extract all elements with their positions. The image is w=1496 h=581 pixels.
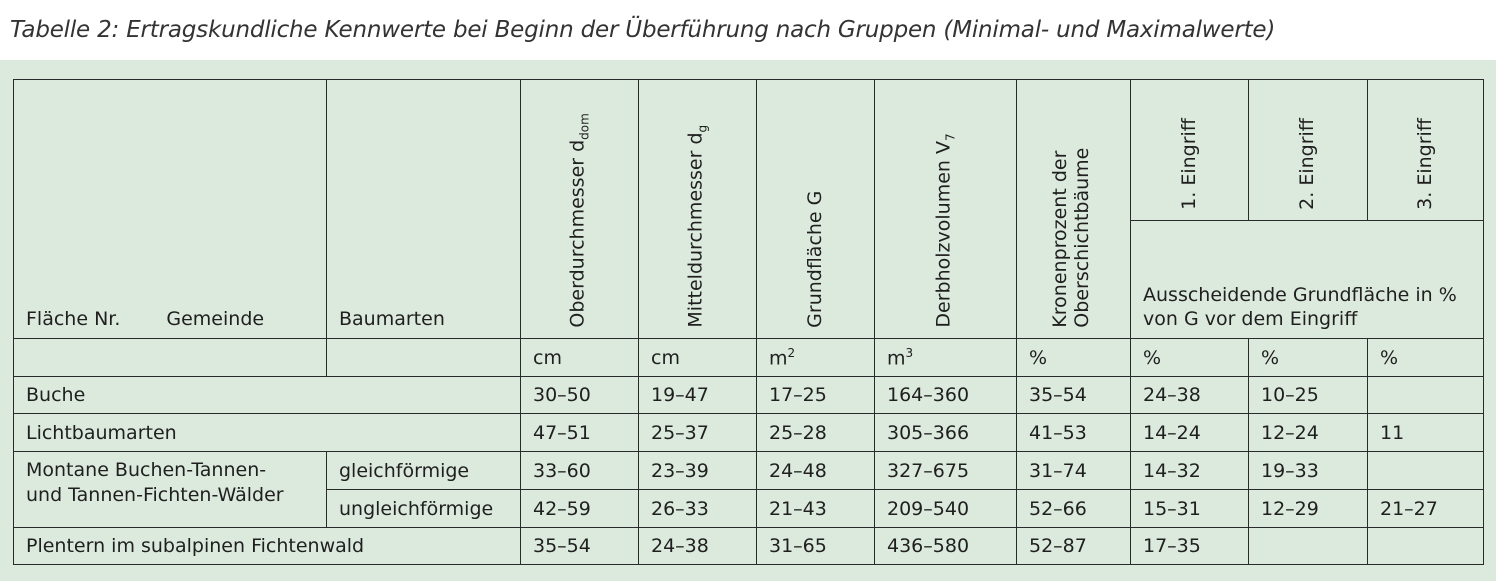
unit-mitteldurchmesser: cm (639, 339, 757, 377)
cell: 14–24 (1131, 414, 1249, 452)
cell: 17–25 (757, 377, 875, 414)
oberdurchmesser-label: Oberdurchmesser d (566, 140, 589, 328)
cell: 52–87 (1017, 528, 1131, 565)
derbholz-subscript: 7 (943, 133, 957, 142)
montane-line-2: und Tannen-Fichten-Wälder (26, 483, 284, 506)
unit-grundflaeche (757, 339, 875, 377)
cell: 25–28 (757, 414, 875, 452)
cell: 209–540 (875, 490, 1017, 528)
unit-m3-exponent: 3 (905, 345, 914, 360)
cell: 327–675 (875, 452, 1017, 490)
row-plentern (14, 528, 1484, 565)
derbholz-label: Derbholzvolumen V (932, 141, 955, 328)
cell: 14–32 (1131, 452, 1249, 490)
cell: 24–48 (757, 452, 875, 490)
unit-m: m (769, 347, 788, 370)
header-baumarten: Baumarten (327, 80, 521, 339)
row-label: Lichtbaumarten (14, 414, 521, 452)
kronen-line-2: Oberschichtbäume (1070, 147, 1093, 328)
unit-oberdurchmesser: cm (521, 339, 639, 377)
row-lichtbaumarten (14, 414, 1484, 452)
cell (1249, 528, 1368, 565)
cell: 19–33 (1249, 452, 1368, 490)
cell: 10–25 (1249, 377, 1368, 414)
mitteldurchmesser-subscript: g (695, 125, 709, 133)
row-label: Buche (14, 377, 521, 414)
cell: 33–60 (521, 452, 639, 490)
cell: 12–24 (1249, 414, 1368, 452)
eingriff-2-label: 2. Eingriff (1296, 118, 1319, 210)
montane-line-1: Montane Buchen-Tannen- (26, 459, 267, 481)
header-kronenprozent (1017, 80, 1131, 339)
unit-eingriff-1: % (1131, 339, 1249, 377)
cell: 21–43 (757, 490, 875, 528)
unit-eingriff-3: % (1368, 339, 1484, 377)
oberdurchmesser-subscript: dom (577, 113, 591, 141)
header-eingriff-2 (1249, 80, 1368, 221)
unit-m3: m (887, 347, 906, 370)
unit-m-exponent: 2 (787, 345, 796, 360)
header-flaeche: Fläche Nr. (26, 308, 121, 330)
cell: 17–35 (1131, 528, 1249, 565)
cell (1368, 452, 1484, 490)
cell: 24–38 (639, 528, 757, 565)
unit-derbholz (875, 339, 1017, 377)
unit-kronen: % (1017, 339, 1131, 377)
cell: 15–31 (1131, 490, 1249, 528)
cell: 31–65 (757, 528, 875, 565)
header-ausscheidende-grundflaeche (1131, 221, 1484, 339)
cell: 12–29 (1249, 490, 1368, 528)
cell: 19–47 (639, 377, 757, 414)
grundflaeche-label: Grundfläche G (803, 190, 826, 328)
cell: 41–53 (1017, 414, 1131, 452)
cell: 42–59 (521, 490, 639, 528)
units-row (14, 339, 1484, 377)
eingriff-3-label: 3. Eingriff (1413, 118, 1436, 210)
cell: 164–360 (875, 377, 1017, 414)
data-table (13, 79, 1484, 565)
mitteldurchmesser-label: Mitteldurchmesser d (684, 132, 707, 328)
cell: 35–54 (521, 528, 639, 565)
cell: 31–74 (1017, 452, 1131, 490)
row-buche (14, 377, 1484, 414)
kronen-line-1: Kronenprozent der (1048, 150, 1071, 328)
table-caption: Tabelle 2: Ertragskundliche Kennwerte bei Beginn der Überführung nach Gruppen (Minimal- und Maximalwerte) (10, 17, 1276, 43)
header-grundflaeche (757, 80, 875, 339)
cell: 30–50 (521, 377, 639, 414)
header-eingriff-1 (1131, 80, 1249, 221)
row-montane-gleichfoermige (14, 452, 1484, 490)
cell: 47–51 (521, 414, 639, 452)
cell: 23–39 (639, 452, 757, 490)
cell: 25–37 (639, 414, 757, 452)
cell: 26–33 (639, 490, 757, 528)
header-mitteldurchmesser (639, 80, 757, 339)
unit-eingriff-2: % (1249, 339, 1368, 377)
header-derbholzvolumen (875, 80, 1017, 339)
row-label-montane (14, 452, 327, 528)
cell: 24–38 (1131, 377, 1249, 414)
cell: 436–580 (875, 528, 1017, 565)
cell (1368, 377, 1484, 414)
cell: 21–27 (1368, 490, 1484, 528)
unit-empty-2 (327, 339, 521, 377)
cell: 52–66 (1017, 490, 1131, 528)
header-eingriff-3 (1368, 80, 1484, 221)
row-sublabel: gleichförmige (327, 452, 521, 490)
cell: 35–54 (1017, 377, 1131, 414)
ausscheidend-line-1: Ausscheidende Grundfläche in % (1143, 283, 1457, 306)
cell: 305–366 (875, 414, 1017, 452)
header-row-1 (14, 80, 1484, 221)
ausscheidend-line-2: von G vor dem Eingriff (1143, 308, 1358, 331)
row-label: Plentern im subalpinen Fichtenwald (14, 528, 521, 565)
eingriff-1-label: 1. Eingriff (1177, 118, 1200, 210)
cell: 11 (1368, 414, 1484, 452)
header-gemeinde: Gemeinde (166, 308, 265, 330)
header-flaeche-gemeinde (14, 80, 327, 339)
header-oberdurchmesser (521, 80, 639, 339)
cell (1368, 528, 1484, 565)
row-sublabel: ungleichförmige (327, 490, 521, 528)
unit-empty-1 (14, 339, 327, 377)
